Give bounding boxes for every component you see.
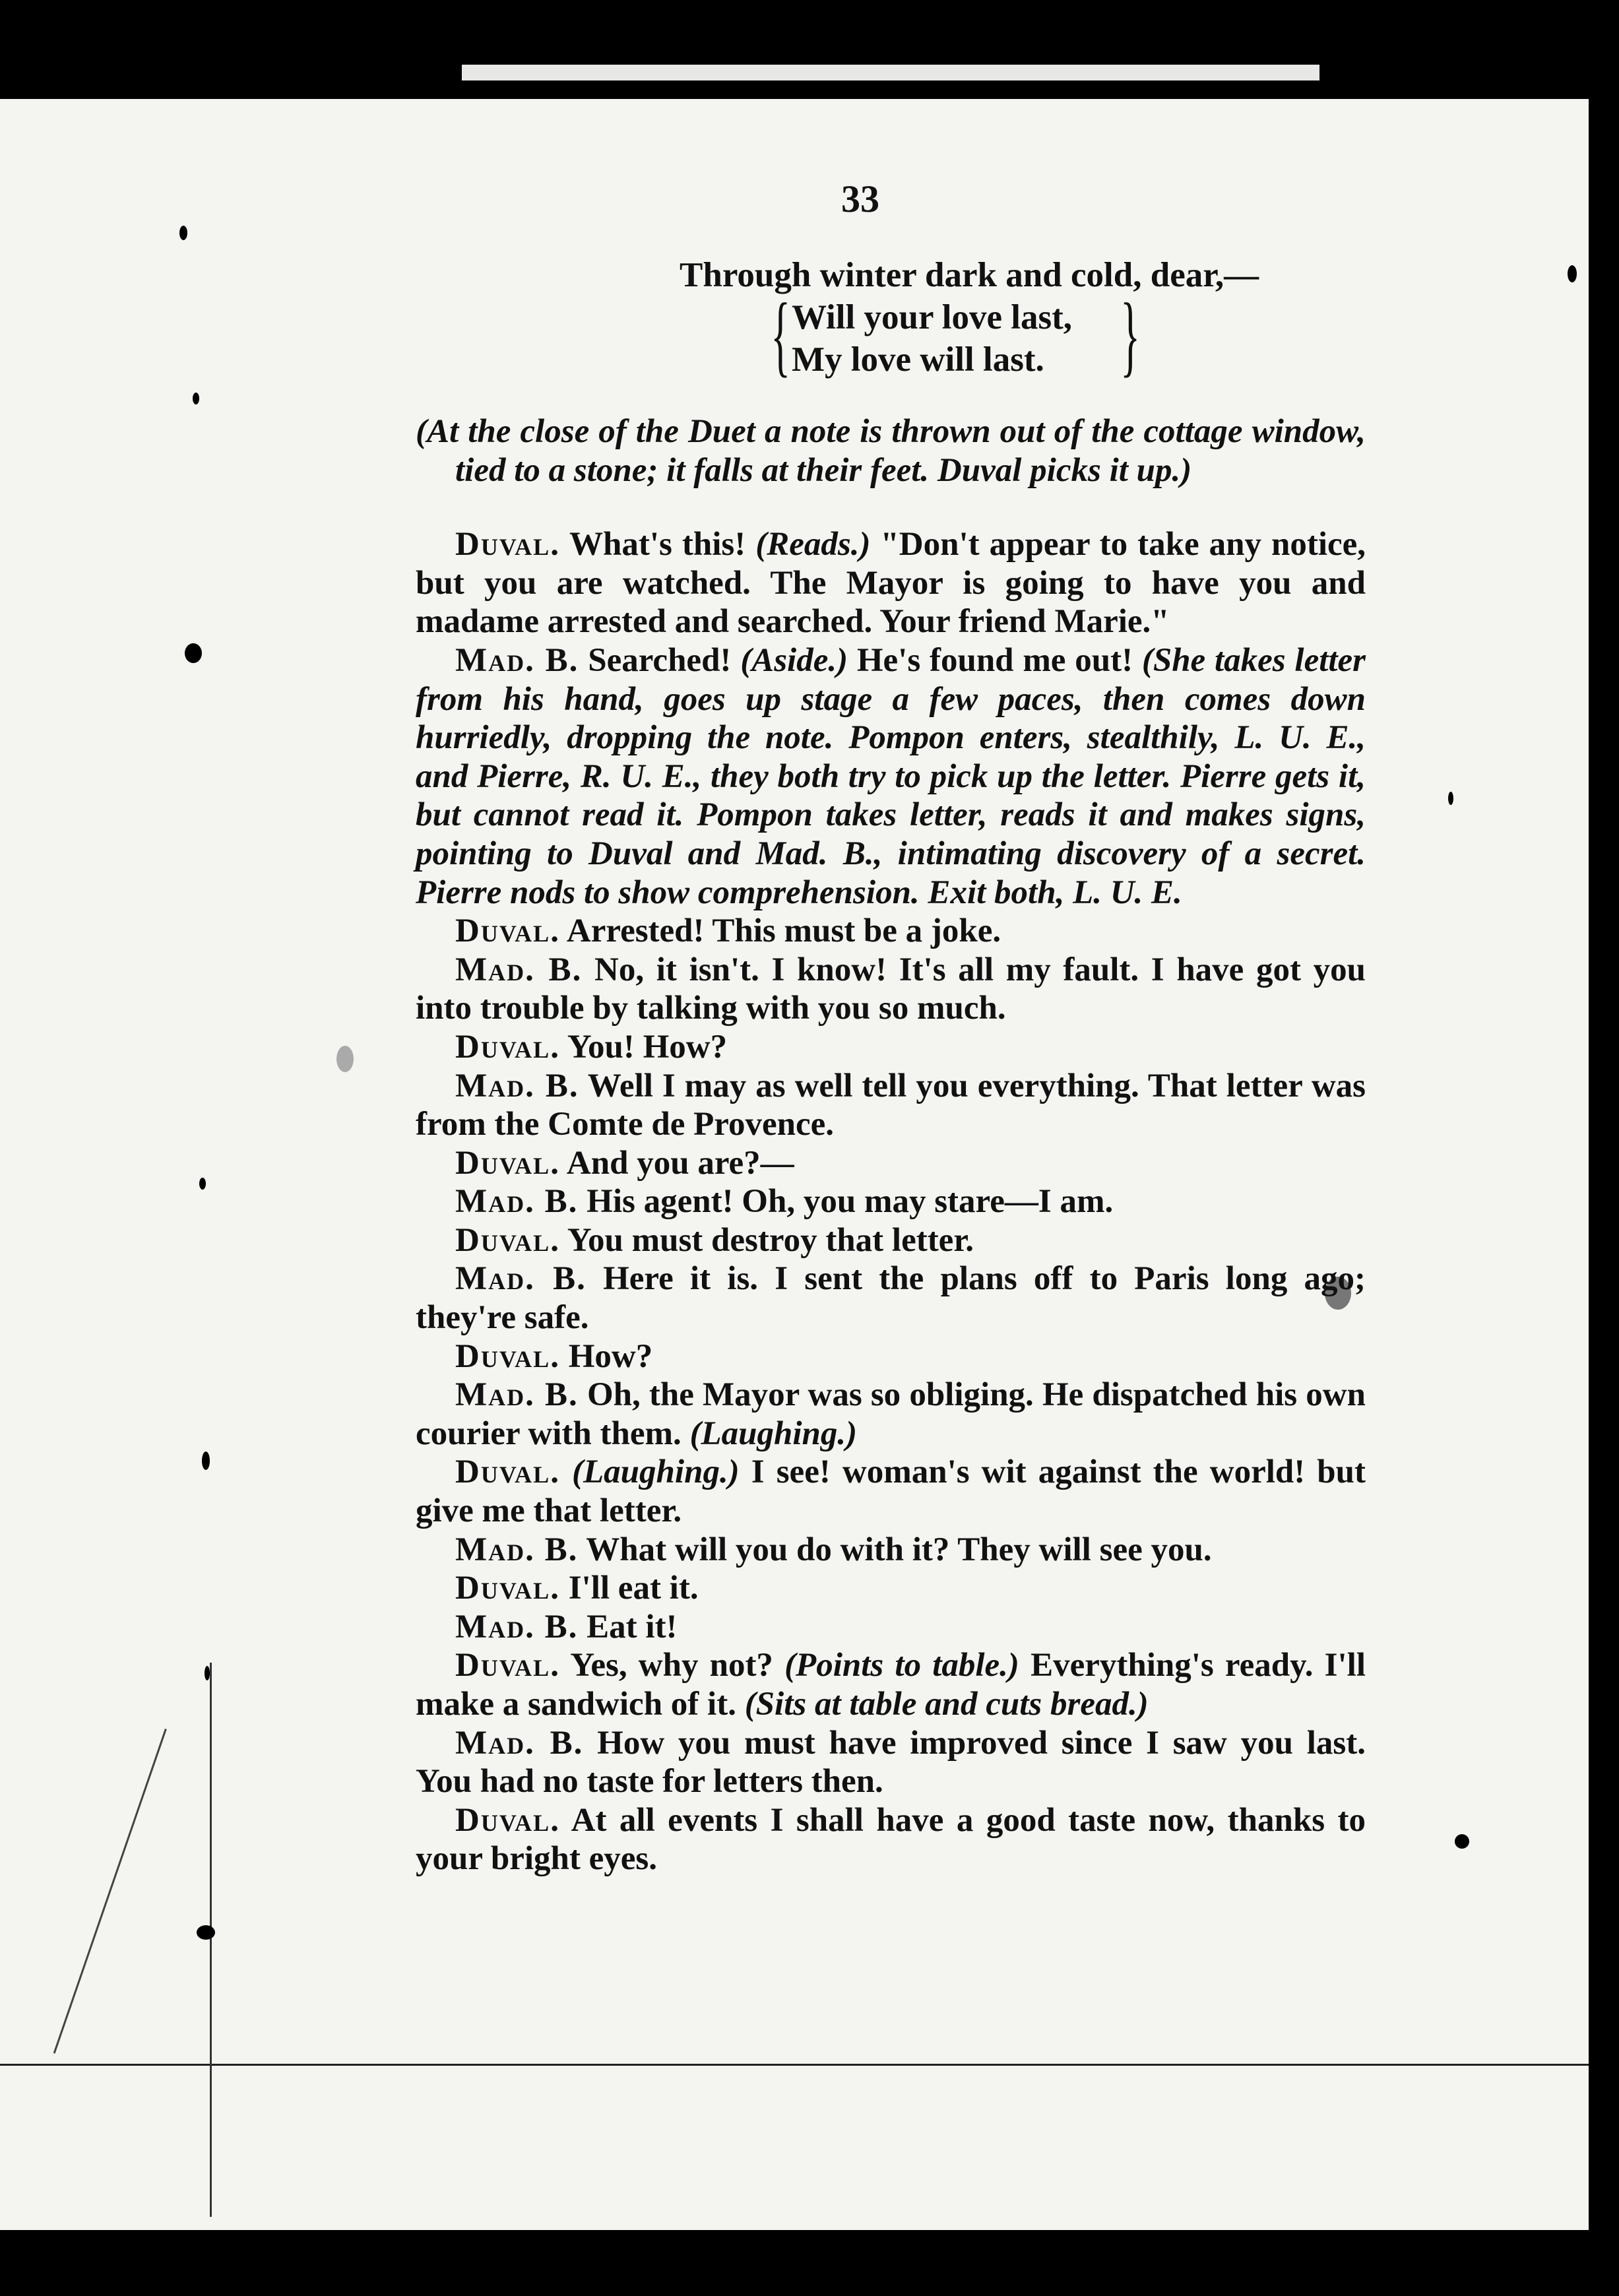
- stage-note: (Sits at table and cuts bread.): [744, 1686, 1149, 1723]
- ink-spot: [197, 1925, 215, 1940]
- speech: At all events I shall have a good taste now, thanks to your bright eyes.: [416, 1801, 1366, 1878]
- ink-smudge: [336, 1046, 354, 1072]
- speaker-name: Mad. B.: [455, 1067, 579, 1104]
- ink-spot: [205, 1666, 210, 1680]
- stage-note: (Laughing.): [689, 1415, 858, 1452]
- speaker-name: Duval.: [455, 1144, 560, 1182]
- speaker-name: Mad. B.: [455, 951, 583, 988]
- dialogue-line: [416, 1569, 1366, 1608]
- speech: Everything's ready. I'll make a sandwich of it.: [416, 1647, 1366, 1723]
- stage-direction: (At the close of the Duet a note is thrown out of the cottage window, tied to a stone; it falls at their feet. Duval picks it up.): [416, 413, 1366, 489]
- speaker-name: Mad. B.: [455, 1531, 579, 1568]
- speaker-name: Duval.: [455, 1221, 560, 1259]
- dialogue-line: [416, 1376, 1366, 1453]
- dialogue-line: [416, 1724, 1366, 1801]
- speech: I see! woman's wit against the world! but give me that letter.: [416, 1453, 1366, 1530]
- speech: He's found me out!: [856, 641, 1133, 679]
- stage-note: (Points to table.): [784, 1647, 1019, 1684]
- speaker-name: Duval.: [455, 526, 560, 563]
- ink-spot: [199, 1178, 206, 1190]
- speech: How?: [568, 1337, 653, 1375]
- speech: Eat it!: [587, 1608, 678, 1645]
- speech: Oh, the Mayor was so obliging. He dispatched his own courier with them.: [416, 1376, 1366, 1452]
- speech: You must destroy that letter.: [567, 1221, 974, 1259]
- ink-spot: [1448, 792, 1453, 805]
- speech: "Don't appear to take any notice, but you are watched. The Mayor is going to have you and madame arrested and searched. Your friend Marie.": [416, 526, 1366, 641]
- scan-horizontal-line: [0, 2064, 1589, 2066]
- speech: Well I may as well tell you everything. That letter was from the Comte de Provence.: [416, 1067, 1366, 1143]
- speaker-name: Duval.: [455, 1028, 560, 1066]
- scan-vertical-line: [210, 1663, 212, 2217]
- dialogue-line: [416, 1144, 1366, 1183]
- verse-line: Through winter dark and cold, dear,—: [680, 256, 1259, 294]
- stage-note: (Aside.): [740, 641, 848, 679]
- ink-spot: [202, 1451, 210, 1470]
- ink-spot: [1455, 1834, 1469, 1849]
- page-number: 33: [841, 177, 879, 220]
- right-brace: }: [1120, 284, 1141, 385]
- speech: Searched!: [588, 641, 732, 679]
- speaker-name: Mad. B.: [455, 1376, 579, 1414]
- dialogue-line: [416, 1028, 1366, 1067]
- speaker-name: Duval.: [455, 1453, 560, 1491]
- left-brace: {: [771, 284, 791, 385]
- scan-right-edge: [1589, 0, 1619, 2296]
- ink-spot: [179, 226, 187, 240]
- speaker-name: Duval.: [455, 1647, 560, 1684]
- dialogue-line: [416, 1067, 1366, 1144]
- speaker-name: Duval.: [455, 1337, 560, 1375]
- ink-spot: [193, 393, 199, 404]
- dialogue-line: [416, 525, 1366, 641]
- speech: What will you do with it? They will see you.: [586, 1531, 1212, 1568]
- dialogue-line: [416, 1531, 1366, 1570]
- speech: Yes, why not?: [570, 1647, 773, 1684]
- speech: You! How?: [567, 1028, 728, 1066]
- dialogue-line: [416, 1453, 1366, 1530]
- speech: How you must have improved since I saw you last. You had no taste for letters then.: [416, 1724, 1366, 1801]
- dialogue-line: [416, 1801, 1366, 1878]
- stage-note: (Reads.): [755, 526, 871, 563]
- dialogue-line: [416, 1608, 1366, 1647]
- song-verse: [680, 254, 1259, 385]
- dialogue-line: [416, 1221, 1366, 1260]
- script-body: [416, 412, 1366, 1878]
- dialogue-line: [416, 1646, 1366, 1723]
- speaker-name: Duval.: [455, 1801, 560, 1839]
- dialogue-line: [416, 912, 1366, 951]
- dialogue-line: [416, 1182, 1366, 1221]
- speaker-name: Mad. B.: [455, 1260, 587, 1298]
- speech: I'll eat it.: [568, 1570, 699, 1607]
- dialogue-line: [416, 1260, 1366, 1337]
- speech: And you are?—: [566, 1144, 794, 1182]
- speech: His agent! Oh, you may stare—I am.: [587, 1183, 1114, 1221]
- speaker-name: Duval.: [455, 1570, 560, 1607]
- speaker-name: Mad. B.: [455, 1183, 579, 1221]
- stage-note: (Laughing.): [572, 1453, 740, 1491]
- scan-bottom-band: [0, 2230, 1619, 2296]
- speaker-name: Mad. B.: [455, 641, 579, 679]
- dialogue-line: [416, 951, 1366, 1028]
- ink-spot: [1568, 265, 1577, 282]
- verse-line: My love will last.: [792, 340, 1044, 379]
- ink-spot: [185, 643, 202, 663]
- speaker-name: Mad. B.: [455, 1724, 584, 1762]
- verse-line: Will your love last,: [792, 298, 1073, 336]
- speaker-name: Duval.: [455, 912, 560, 950]
- speech: Arrested! This must be a joke.: [566, 912, 1001, 950]
- speaker-name: Mad. B.: [455, 1608, 579, 1645]
- dialogue-line: [416, 1337, 1366, 1376]
- speech: No, it isn't. I know! It's all my fault. I have got you into trouble by talking with you so much.: [416, 951, 1366, 1027]
- speech: Here it is. I sent the plans off to Paris long ago; they're safe.: [416, 1260, 1366, 1337]
- dialogue-line: [416, 641, 1366, 912]
- speech: What's this!: [569, 526, 746, 563]
- stage-note: (She takes letter from his hand, goes up stage a few paces, then comes down hurriedly, dropping the note. Pompon enters, stealthily, L. U. E., and Pierre, R. U. E., they both try to pick up the letter. Pierre gets it, but cannot read it. Pompon takes letter, reads it and makes signs, pointing to Duval and Mad. B., intimating discovery of a secret. Pierre nods to show comprehension. Exit both, L. U. E.: [416, 641, 1366, 911]
- scan-top-strip: [462, 65, 1319, 80]
